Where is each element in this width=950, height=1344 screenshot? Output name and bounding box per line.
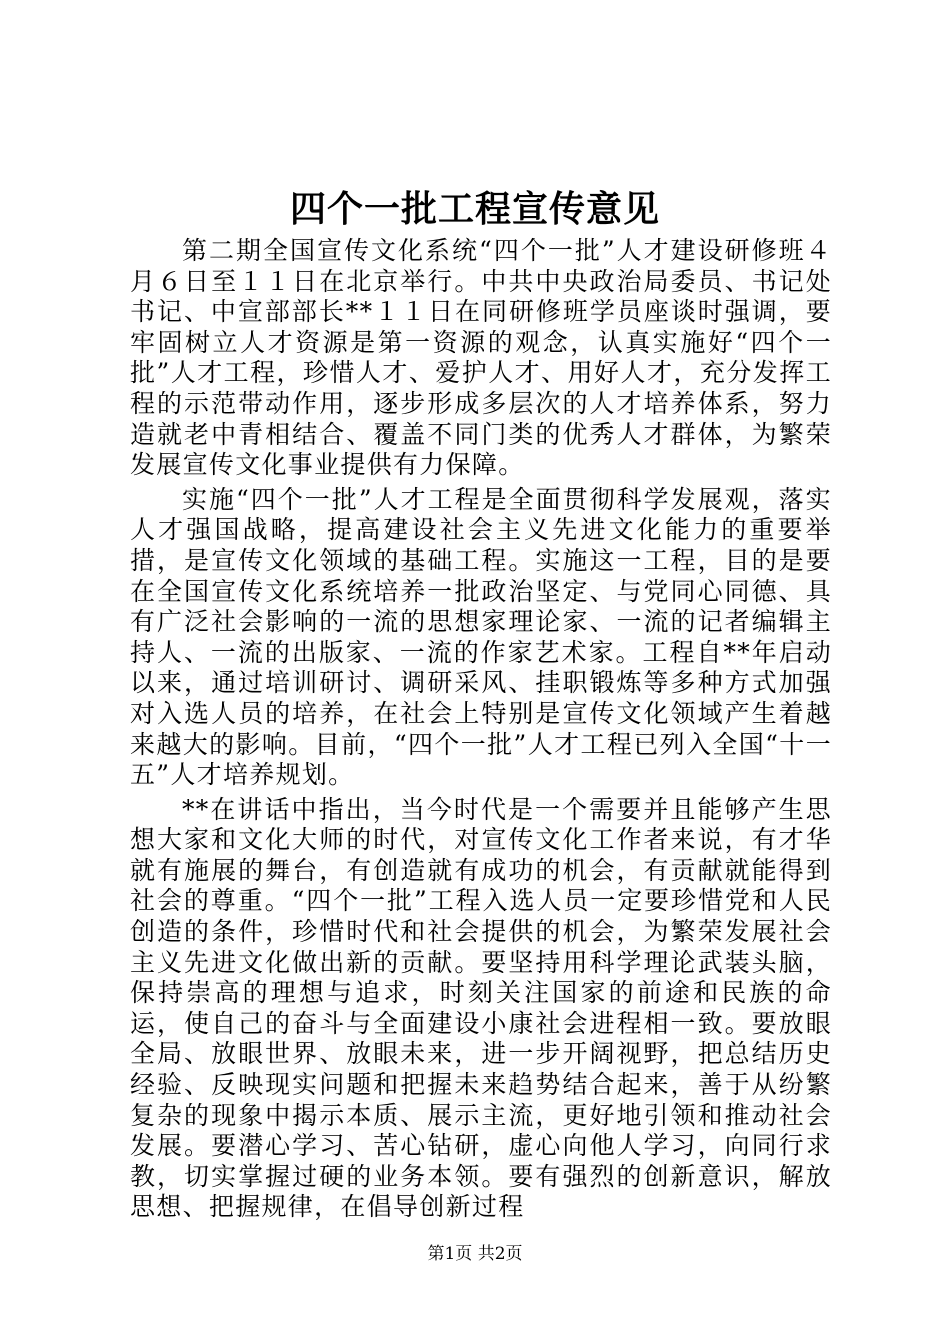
document-body	[130, 236, 832, 1223]
paragraph: 实施“四个一批”人才工程是全面贯彻科学发展观，落实人才强国战略，提高建设社会主义先进文化能力的重要举措，是宣传文化领域的基础工程。实施这一工程，目的是要在全国宣传文化系统培养一批政治坚定、与党同心同德、具有广泛社会影响的一流的思想家理论家、一流的记者编辑主持人、一流的出版家、一流的作家艺术家。工程自**年启动以来，通过培训研讨、调研采风、挂职锻炼等多种方式加强对入选人员的培养，在社会上特别是宣传文化领域产生着越来越大的影响。目前，“四个一批”人才工程已列入全国“十一五”人才培养规划。	[130, 484, 832, 790]
document-title: 四个一批工程宣传意见	[289, 188, 660, 230]
page-number-footer: 第1页 共2页	[427, 1244, 523, 1264]
paragraph: 第二期全国宣传文化系统“四个一批”人才建设研修班４月６日至１１日在北京举行。中共中央政治局委员、书记处书记、中宣部部长**１１日在同研修班学员座谈时强调，要牢固树立人才资源是第一资源的观念，认真实施好“四个一批”人才工程，珍惜人才、爱护人才、用好人才，充分发挥工程的示范带动作用，逐步形成多层次的人才培养体系，努力造就老中青相结合、覆盖不同门类的优秀人才群体，为繁荣发展宣传文化事业提供有力保障。	[130, 236, 832, 480]
paragraph: **在讲话中指出，当今时代是一个需要并且能够产生思想大家和文化大师的时代，对宣传文化工作者来说，有才华就有施展的舞台，有创造就有成功的机会，有贡献就能得到社会的尊重。“四个一批”工程入选人员一定要珍惜党和人民创造的条件，珍惜时代和社会提供的机会，为繁荣发展社会主义先进文化做出新的贡献。要坚持用科学理论武装头脑，保持崇高的理想与追求，时刻关注国家的前途和民族的命运，使自己的奋斗与全面建设小康社会进程相一致。要放眼全局、放眼世界、放眼未来，进一步开阔视野，把总结历史经验、反映现实问题和把握未来趋势结合起来，善于从纷繁复杂的现象中揭示本质、展示主流，更好地引领和推动社会发展。要潜心学习、苦心钻研，虚心向他人学习，向同行求教，切实掌握过硬的业务本领。要有强烈的创新意识，解放思想、把握规律，在倡导创新过程	[130, 794, 832, 1222]
